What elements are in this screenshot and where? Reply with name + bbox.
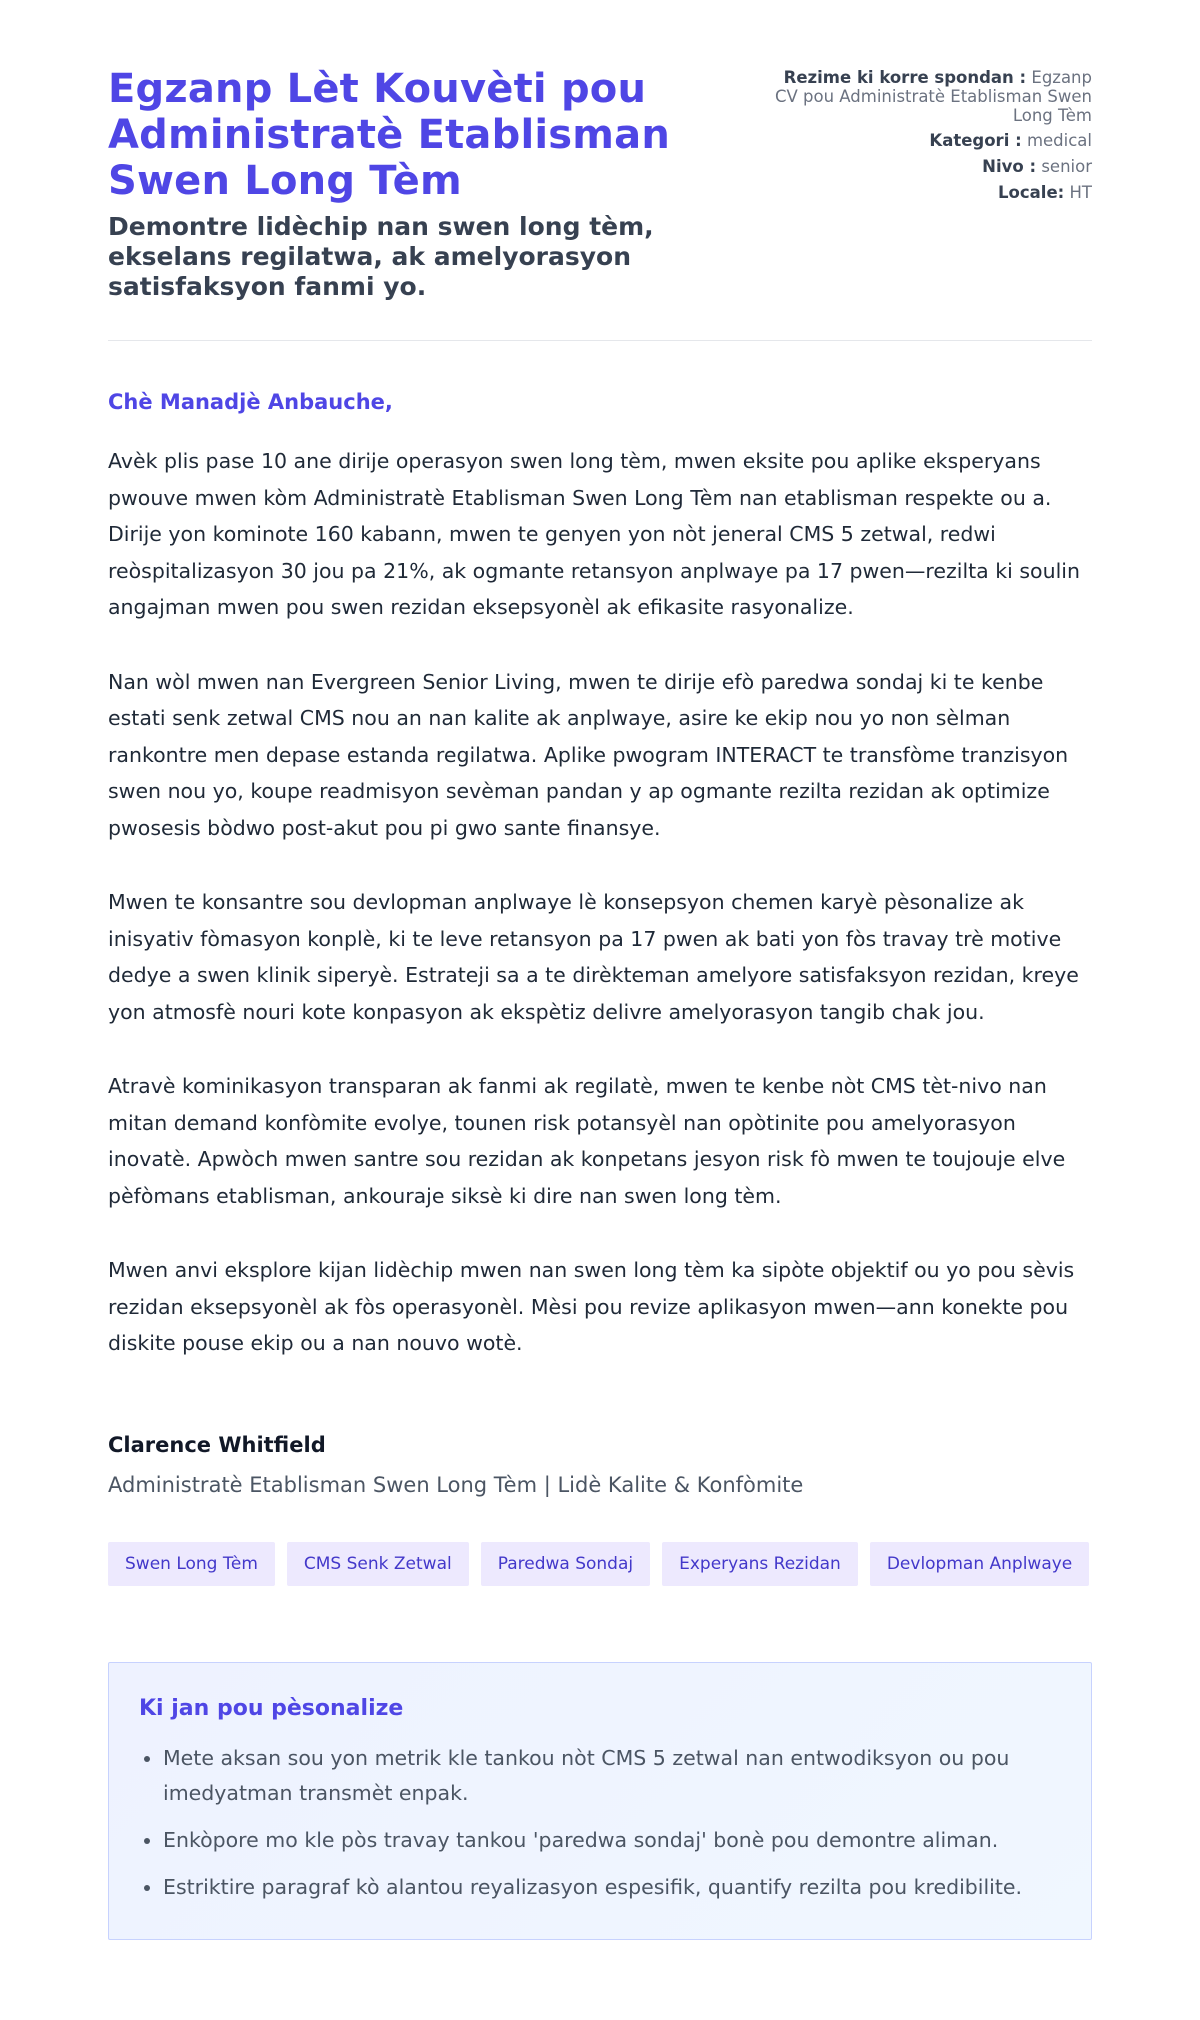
- meta-level-label: Nivo :: [982, 157, 1037, 176]
- meta-resume: [762, 68, 1092, 125]
- signature-name: Clarence Whitfield: [108, 1432, 326, 1457]
- meta-locale: [762, 183, 1092, 202]
- customization-tips-box: [108, 1662, 1092, 1940]
- keyword-tag: Swen Long Tèm: [108, 1542, 275, 1586]
- letter-paragraph: Mwen te konsantre sou devlopman anplwaye lè konsepsyon chemen karyè pèsonalize ak inisyativ fòmasyon konplè, ki te leve retansyon pa 17 pwen ak bati yon fòs travay trè motive dedye a swen klinik siperyè. Estrateji sa a te dirèkteman amelyore satisfaksyon rezidan, kreye yon atmosfè nouri kote konpasyon ak ekspètiz delivre amelyorasyon tangib chak jou.: [108, 890, 1079, 1024]
- meta-resume-value: Egzanp CV pou Administratè Etablisman Swen Long Tèm: [774, 68, 1092, 125]
- meta-category: [762, 131, 1092, 150]
- keyword-tags: [108, 1542, 1092, 1586]
- page-title: Egzanp Lèt Kouvèti pou Administratè Etablisman Swen Long Tèm: [108, 66, 671, 204]
- letter-paragraph: Atravè kominikasyon transparan ak fanmi ak regilatè, mwen te kenbe nòt CMS tèt-nivo nan mitan demand konfòmite evolye, tounen risk potansyèl nan opòtinite pou amelyorasyon inovatè. Apwòch mwen santre sou rezidan ak konpetans jesyon risk fò mwen te toujouje elve pèfòmans etablisman, ankouraje siksè ki dire nan swen long tèm.: [108, 1074, 1066, 1208]
- letter-paragraph: Nan wòl mwen nan Evergreen Senior Living, mwen te dirije efò paredwa sondaj ki te kenbe estati senk zetwal CMS nou an nan kalite ak anplwaye, asire ke ekip nou yo non sèlman rankontre men depase estanda regilatwa. Aplike pwogram INTERACT te transfòme tranzisyon swen nou yo, koupe readmisyon sevèman pandan y ap ogmante rezilta rezidan ak optimize pwosesis bòdwo post-akut pou pi gwo sante finansye.: [108, 669, 1069, 840]
- meta-locale-value: HT: [1069, 183, 1092, 202]
- tip-item: • Enkòpore mo kle pòs travay tankou 'paredwa sondaj' bonè pou demontre aliman.: [163, 1823, 1061, 1858]
- keyword-tag: Devlopman Anplwaye: [870, 1542, 1089, 1586]
- meta-level: [762, 157, 1092, 176]
- keyword-tag: Paredwa Sondaj: [481, 1542, 650, 1586]
- letter-paragraph: Mwen anvi eksplore kijan lidèchip mwen nan swen long tèm ka sipòte objektif ou yo pou sèvis rezidan eksepsyonèl ak fòs operasyonèl. Mèsi pou revize aplikasyon mwen—ann konekte pou diskite pouse ekip ou a nan nouvo wotè.: [108, 1258, 1075, 1355]
- header-divider: [108, 340, 1092, 341]
- metadata-panel: [762, 66, 1092, 209]
- keyword-tag: CMS Senk Zetwal: [287, 1542, 469, 1586]
- signature-title: Administratè Etablisman Swen Long Tèm | Lidè Kalite & Konfòmite: [108, 1472, 804, 1497]
- page-subtitle: Demontre lidèchip nan swen long tèm, ekselans regilatwa, ak amelyorasyon satisfaksyon fanmi yo.: [108, 212, 654, 301]
- tip-item: • Mete aksan sou yon metrik kle tankou nòt CMS 5 zetwal nan entwodiksyon ou pou imedyatman transmèt enpak.: [163, 1741, 1061, 1811]
- tips-title: Ki jan pou pèsonalize: [139, 1695, 404, 1721]
- meta-locale-label: Locale:: [998, 183, 1065, 202]
- letter-paragraph: Avèk plis pase 10 ane dirije operasyon swen long tèm, mwen eksite pou aplike eksperyans pwouve mwen kòm Administratè Etablisman Swen Long Tèm nan etablisman respekte ou a. Dirije yon kominote 160 kabann, mwen te genyen yon nòt jeneral CMS 5 zetwal, redwi reòspitalizasyon 30 jou pa 21%, ak ogmante retansyon anplwaye pa 17 pwen—rezilta ki soulin angajman mwen pou swen rezidan eksepsyonèl ak efikasite rasyonalize.: [108, 449, 1080, 619]
- tip-item: • Estriktire paragraf kò alantou reyalizasyon espesifik, quantify rezilta pou kredibilite.: [163, 1870, 1061, 1905]
- meta-category-value: medical: [1026, 131, 1092, 150]
- meta-resume-label: Rezime ki korre spondan :: [783, 68, 1027, 87]
- meta-category-label: Kategori :: [929, 131, 1022, 150]
- header-title-block: [108, 66, 708, 302]
- letter-salutation: Chè Manadjè Anbauche,: [108, 390, 393, 414]
- meta-level-value: senior: [1041, 157, 1092, 176]
- page-header: [108, 0, 1092, 302]
- keyword-tag: Experyans Rezidan: [662, 1542, 858, 1586]
- tips-list: [139, 1741, 1061, 1905]
